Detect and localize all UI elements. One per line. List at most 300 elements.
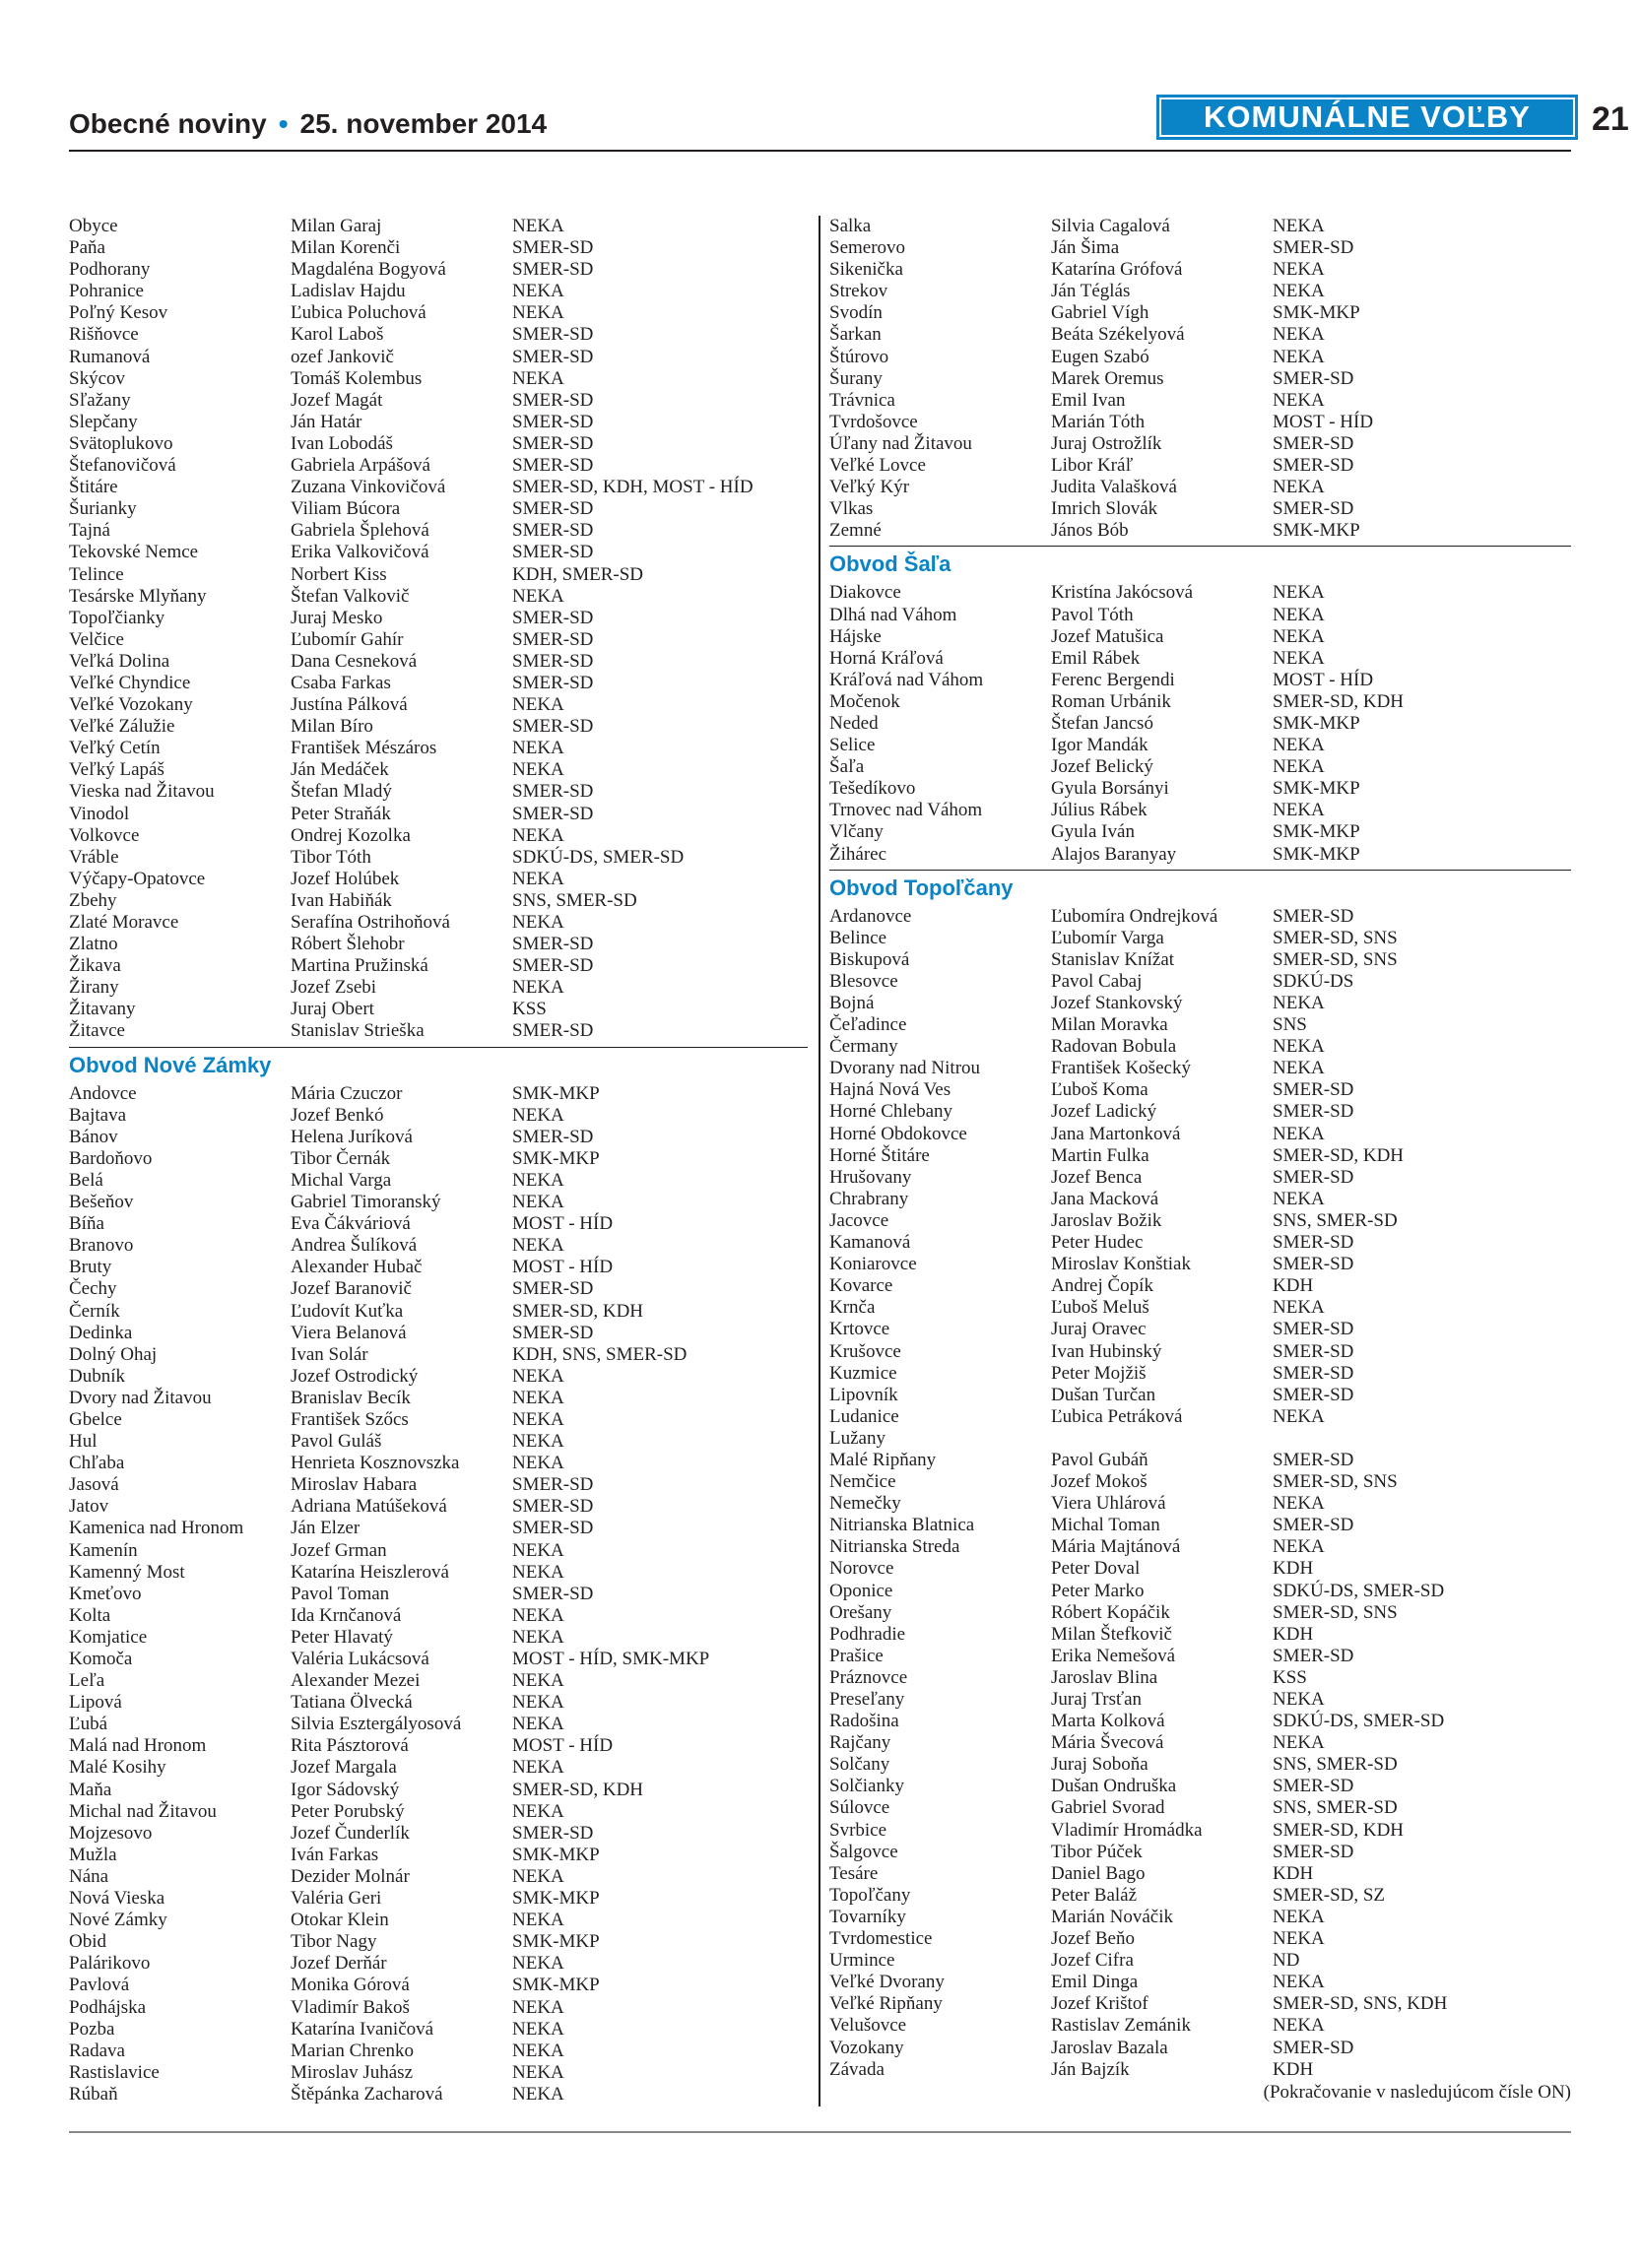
municipality-name: Komoča [69, 1649, 133, 1669]
party-name: NEKA [512, 738, 564, 759]
party-name: SMER-SD [512, 628, 594, 650]
result-row [829, 1820, 1571, 1842]
municipality-name: Jasová [69, 1474, 119, 1496]
municipality-name: Šaľa [829, 756, 865, 778]
result-row [69, 477, 808, 498]
mayor-name: Justína Pálková [291, 694, 408, 716]
municipality-name: Kamenín [69, 1539, 138, 1561]
municipality-name: Hajná Nová Ves [829, 1079, 951, 1101]
mayor-name: Štefan Jancsó [1051, 712, 1153, 734]
party-name: NEKA [1273, 1493, 1325, 1515]
municipality-name: Radava [69, 2040, 125, 2061]
mayor-name: Gyula Borsányi [1051, 778, 1169, 800]
result-row [69, 1278, 808, 1300]
municipality-name: Mojzesovo [69, 1822, 153, 1844]
result-row [829, 1341, 1571, 1363]
party-name: NEKA [1273, 346, 1325, 367]
mayor-name: Rastislav Zemánik [1051, 2015, 1191, 2037]
result-row [829, 1275, 1571, 1297]
party-name: NEKA [512, 2083, 564, 2105]
mayor-name: Peter Hudec [1051, 1232, 1144, 1254]
result-row [69, 781, 808, 803]
result-row [829, 1124, 1571, 1145]
result-row [829, 2059, 1571, 2081]
mayor-name: Vladimír Hromádka [1051, 1819, 1203, 1841]
mayor-name: Stanislav Strieška [291, 1020, 425, 1042]
result-row [69, 390, 808, 412]
result-row [69, 1649, 808, 1670]
mayor-name: Milan Garaj [291, 216, 382, 236]
result-row [829, 1907, 1571, 1928]
party-name: SMER-SD [1273, 1362, 1354, 1384]
party-name: SMER-SD [512, 955, 594, 977]
result-row [69, 1735, 808, 1757]
result-row [69, 738, 808, 759]
party-name: MOST - HÍD [512, 1735, 614, 1757]
party-name: NEKA [1273, 477, 1325, 498]
result-row [69, 1083, 808, 1105]
result-row [69, 1540, 808, 1562]
municipality-name: Ludanice [829, 1405, 899, 1427]
municipality-name: Dolný Ohaj [69, 1343, 158, 1365]
municipality-name: Kovarce [829, 1275, 893, 1297]
municipality-name: Blesovce [829, 970, 898, 992]
mayor-name: Jozef Benkó [291, 1104, 384, 1126]
municipality-name: Tvrdomestice [829, 1928, 933, 1950]
party-name: SMER-SD [512, 542, 594, 563]
municipality-name: Salka [829, 216, 872, 236]
result-row [829, 1667, 1571, 1689]
municipality-name: Kmeťovo [69, 1583, 142, 1604]
result-row [829, 1232, 1571, 1254]
municipality-name: Neded [829, 712, 879, 734]
party-name: SMER-SD [512, 672, 594, 693]
mayor-name: Gabriel Timoranský [291, 1192, 441, 1213]
municipality-name: Chrabrany [829, 1188, 909, 1209]
party-name: NEKA [1273, 389, 1325, 411]
result-row [829, 1972, 1571, 1993]
party-name: NEKA [512, 977, 564, 999]
party-name: SMER-SD [512, 455, 594, 477]
mayor-name: Jozef Derňár [291, 1953, 387, 1975]
result-row [69, 1257, 808, 1278]
municipality-name: Malé Kosihy [69, 1757, 166, 1779]
party-name: NEKA [512, 1910, 564, 1931]
municipality-name: Rastislavice [69, 2061, 160, 2083]
result-row [69, 412, 808, 433]
party-name: NEKA [512, 1169, 564, 1191]
municipality-name: Žitavce [69, 1020, 125, 1042]
mayor-name: Juraj Oravec [1051, 1319, 1147, 1340]
party-name: SMER-SD, KDH [512, 1300, 644, 1322]
mayor-name: Jozef Cifra [1051, 1950, 1134, 1972]
party-name: NEKA [512, 1670, 564, 1692]
party-name: NEKA [512, 216, 564, 236]
result-row [829, 324, 1571, 346]
municipality-name: Tesáre [829, 1862, 879, 1884]
result-row [829, 1101, 1571, 1123]
result-row [69, 433, 808, 455]
party-name: SMK-MKP [1273, 520, 1360, 542]
party-name: SMER-SD [1273, 1101, 1354, 1123]
mayor-name: František Szőcs [291, 1408, 409, 1430]
result-row [69, 1866, 808, 1888]
result-row [829, 800, 1571, 821]
result-row [829, 971, 1571, 993]
party-name: NEKA [512, 1800, 564, 1822]
party-name: NEKA [512, 1865, 564, 1887]
municipality-name: Horné Štitáre [829, 1144, 930, 1166]
mayor-name: Marián Nováčik [1051, 1906, 1173, 1927]
result-row [69, 2062, 808, 2084]
result-row [829, 844, 1571, 866]
result-row [829, 605, 1571, 626]
municipality-name: Urmince [829, 1950, 895, 1972]
municipality-name: Norovce [829, 1558, 894, 1580]
municipality-name: Strekov [829, 281, 888, 302]
party-name: MOST - HÍD [512, 1257, 614, 1278]
mayor-name: Jaroslav Bazala [1051, 2037, 1168, 2058]
party-name: NEKA [1273, 1536, 1325, 1558]
party-name: NEKA [512, 1604, 564, 1626]
mayor-name: Ferenc Bergendi [1051, 669, 1175, 690]
mayor-name: Valéria Geri [291, 1888, 382, 1910]
mayor-name: Csaba Farkas [291, 672, 391, 693]
mayor-name: Jozef Belický [1051, 756, 1153, 778]
municipality-name: Šurany [829, 367, 883, 389]
result-row [829, 1406, 1571, 1428]
mayor-name: Silvia Cagalová [1051, 216, 1170, 236]
municipality-name: Trnovec nad Váhom [829, 800, 983, 821]
mayor-name: Jozef Ladický [1051, 1101, 1157, 1123]
party-name: SMER-SD [1273, 237, 1354, 259]
mayor-name: Marián Tóth [1051, 411, 1146, 432]
party-name: SMER-SD [1273, 432, 1354, 454]
result-row [69, 1518, 808, 1539]
mayor-name: Pavol Gubáň [1051, 1449, 1148, 1470]
result-row [69, 347, 808, 368]
result-row [69, 1388, 808, 1409]
municipality-name: Maňa [69, 1779, 112, 1800]
result-row [69, 1409, 808, 1431]
party-name: NEKA [1273, 324, 1325, 346]
result-row [829, 1167, 1571, 1189]
party-name: NEKA [1273, 625, 1325, 647]
mayor-name: Libor Kráľ [1051, 455, 1134, 477]
municipality-name: Lipovník [829, 1384, 898, 1405]
municipality-name: Malá nad Hronom [69, 1735, 207, 1757]
municipality-name: Komjatice [69, 1626, 148, 1648]
municipality-name: Vlčany [829, 821, 884, 843]
mayor-name: Judita Valašková [1051, 477, 1177, 498]
municipality-name: Bruty [69, 1257, 112, 1278]
mayor-name: František Košecký [1051, 1058, 1191, 1079]
municipality-name: Chľaba [69, 1453, 125, 1474]
result-row [829, 1993, 1571, 2015]
party-name: MOST - HÍD [1273, 411, 1374, 432]
party-name: NEKA [1273, 647, 1325, 669]
municipality-name: Paňa [69, 237, 105, 259]
municipality-name: Šalgovce [829, 1841, 898, 1862]
municipality-name: Tesárske Mlyňany [69, 585, 207, 607]
mayor-name: Emil Rábek [1051, 647, 1141, 669]
municipality-name: Šurianky [69, 498, 137, 520]
party-name: SMER-SD [512, 781, 594, 803]
municipality-name: Ľubá [69, 1714, 108, 1735]
municipality-name: Svätoplukovo [69, 432, 173, 454]
party-name: NEKA [512, 1561, 564, 1583]
party-name: SMER-SD [1273, 1515, 1354, 1536]
mayor-name: Viera Uhlárová [1051, 1493, 1166, 1515]
result-row [829, 1058, 1571, 1079]
party-name: SMER-SD [1273, 2037, 1354, 2058]
municipality-name: Leľa [69, 1670, 105, 1692]
party-name: NEKA [1273, 1036, 1325, 1058]
mayor-name: Ľubomír Gahír [291, 628, 404, 650]
result-row [69, 1148, 808, 1170]
result-row [69, 1692, 808, 1714]
party-name: NEKA [1273, 281, 1325, 302]
result-row [829, 1254, 1571, 1275]
district-heading: Obvod Nové Zámky [69, 1047, 808, 1081]
party-name: SMER-SD [1273, 1384, 1354, 1405]
party-name: MOST - HÍD, SMK-MKP [512, 1649, 710, 1669]
result-row [829, 648, 1571, 670]
mayor-name: Marek Oremus [1051, 367, 1164, 389]
result-row [829, 670, 1571, 691]
result-row [69, 1627, 808, 1649]
party-name: KDH [1273, 1275, 1314, 1297]
mayor-name: Katarína Heiszlerová [291, 1561, 449, 1583]
result-row [69, 1605, 808, 1627]
mayor-name: Marta Kolková [1051, 1711, 1165, 1732]
municipality-name: Podhorany [69, 259, 151, 281]
mayor-name: Peter Marko [1051, 1580, 1145, 1601]
municipality-name: Krtovce [829, 1319, 890, 1340]
party-name: SMER-SD [1273, 1319, 1354, 1340]
mayor-name: Ľubica Poluchová [291, 302, 426, 324]
party-name: NEKA [512, 1714, 564, 1735]
mayor-name: Henrieta Kosznovszka [291, 1453, 460, 1474]
municipality-name: Rajčany [829, 1732, 891, 1754]
municipality-name: Ardanovce [829, 905, 912, 927]
mayor-name: Ľudovít Kuťka [291, 1300, 404, 1322]
mayor-name: Miroslav Juhász [291, 2061, 414, 2083]
party-name: SMER-SD [512, 1518, 594, 1539]
party-name: SMER-SD [512, 259, 594, 281]
municipality-name: Močenok [829, 690, 900, 712]
municipality-name: Horné Chlebany [829, 1101, 953, 1123]
mayor-name: Pavol Cabaj [1051, 970, 1143, 992]
party-name: KDH [1273, 2058, 1314, 2080]
municipality-name: Tajná [69, 520, 110, 542]
mayor-name: Valéria Lukácsová [291, 1649, 429, 1669]
mayor-name: Ivan Habiňák [291, 889, 392, 911]
party-name: SMER-SD [512, 1822, 594, 1844]
party-name: SMER-SD [512, 324, 594, 346]
result-row [69, 977, 808, 999]
mayor-name: Igor Sádovský [291, 1779, 400, 1800]
mayor-name: Martina Pružinská [291, 955, 428, 977]
mayor-name: Peter Doval [1051, 1558, 1141, 1580]
party-name: KDH [1273, 1558, 1314, 1580]
mayor-name: Silvia Esztergályosová [291, 1714, 462, 1735]
municipality-name: Obid [69, 1931, 106, 1953]
mayor-name: Katarína Ivaničová [291, 2018, 434, 2040]
mayor-name: Peter Hlavatý [291, 1626, 393, 1648]
result-row [69, 1170, 808, 1192]
mayor-name: Gyula Iván [1051, 821, 1135, 843]
party-name: SMER-SD [512, 498, 594, 520]
mayor-name: Iván Farkas [291, 1844, 379, 1865]
municipality-name: Veľké Ripňany [829, 1993, 943, 2015]
mayor-name: Róbert Kopáčik [1051, 1601, 1170, 1623]
municipality-name: Práznovce [829, 1666, 908, 1688]
mayor-name: Milan Štefkovič [1051, 1623, 1172, 1645]
result-row [69, 1366, 808, 1388]
municipality-name: Zlatno [69, 934, 118, 955]
mayor-name: Radovan Bobula [1051, 1036, 1177, 1058]
mayor-name: Ján Határ [291, 411, 362, 432]
result-row [829, 1885, 1571, 1907]
party-name: SMER-SD [1273, 367, 1354, 389]
party-name: NEKA [512, 694, 564, 716]
mayor-name: Ladislav Hajdu [291, 281, 406, 302]
municipality-name: Prašice [829, 1645, 884, 1666]
result-row [69, 890, 808, 912]
party-name: NEKA [512, 1626, 564, 1648]
municipality-name: Svrbice [829, 1819, 887, 1841]
party-name: SMER-SD [512, 520, 594, 542]
municipality-name: Kuzmice [829, 1362, 897, 1384]
result-row [829, 1536, 1571, 1558]
result-row [829, 216, 1571, 237]
party-name: SMER-SD [1273, 498, 1354, 520]
municipality-name: Dvory nad Žitavou [69, 1387, 212, 1408]
result-row [829, 368, 1571, 390]
municipality-name: Vinodol [69, 803, 130, 824]
party-name: SMER-SD [512, 803, 594, 824]
mayor-name: Dezider Molnár [291, 1865, 410, 1887]
party-name: SMER-SD [1273, 1079, 1354, 1101]
mayor-name: Peter Baláž [1051, 1884, 1138, 1906]
party-name: NEKA [512, 367, 564, 389]
result-row [69, 825, 808, 847]
municipality-name: Veľké Dvorany [829, 1972, 945, 1993]
party-name: SDKÚ-DS, SMER-SD [1273, 1580, 1445, 1601]
district-heading: Obvod Topoľčany [829, 870, 1571, 904]
result-row [829, 906, 1571, 928]
result-row [69, 608, 808, 629]
municipality-name: Tekovské Nemce [69, 542, 199, 563]
party-name: SNS, SMER-SD [1273, 1797, 1398, 1819]
party-name: NEKA [1273, 1058, 1325, 1079]
result-row [69, 847, 808, 869]
party-name: SNS, SMER-SD [1273, 1754, 1398, 1776]
result-row [69, 368, 808, 390]
municipality-name: Solčianky [829, 1776, 904, 1797]
result-row [829, 1036, 1571, 1058]
mayor-name: Mária Švecová [1051, 1732, 1164, 1754]
result-row [829, 735, 1571, 756]
municipality-name: Žihárec [829, 843, 887, 865]
party-name: SMER-SD [512, 1126, 594, 1147]
mayor-name: Gabriela Arpášová [291, 455, 430, 477]
party-name: SMER-SD [1273, 1841, 1354, 1862]
municipality-name: Bajtava [69, 1104, 127, 1126]
mayor-name: Tibor Púček [1051, 1841, 1143, 1862]
municipality-name: Belá [69, 1169, 103, 1191]
mayor-name: Peter Mojžiš [1051, 1362, 1147, 1384]
municipality-name: Kamenný Most [69, 1561, 185, 1583]
result-row [829, 1602, 1571, 1624]
party-name: SMER-SD, SNS [1273, 948, 1398, 970]
party-name: NEKA [512, 1104, 564, 1126]
paper-name: Obecné noviny [69, 108, 267, 139]
party-name: SMER-SD [512, 1322, 594, 1343]
municipality-name: Obyce [69, 216, 118, 236]
party-name: NEKA [1273, 1405, 1325, 1427]
result-row [829, 1493, 1571, 1515]
party-name: SMER-SD [1273, 1776, 1354, 1797]
mayor-name: Jaroslav Blina [1051, 1666, 1158, 1688]
result-row [69, 216, 808, 237]
result-row [829, 778, 1571, 800]
party-name: NEKA [1273, 1689, 1325, 1710]
mayor-name: Peter Straňák [291, 803, 391, 824]
municipality-name: Podhradie [829, 1623, 906, 1645]
result-row [829, 412, 1571, 433]
party-name: NEKA [1273, 1297, 1325, 1319]
result-row [829, 302, 1571, 324]
party-name: NEKA [1273, 1972, 1325, 1993]
mayor-name: Adriana Matúšeková [291, 1496, 447, 1518]
mayor-name: Tibor Černák [291, 1147, 391, 1169]
result-row [829, 1450, 1571, 1471]
result-row [829, 259, 1571, 281]
party-name: SMER-SD, KDH [1273, 1144, 1405, 1166]
mayor-name: Ján Elzer [291, 1518, 361, 1539]
mayor-name: Pavol Toman [291, 1583, 390, 1604]
mayor-name: Otokar Klein [291, 1910, 389, 1931]
party-name: SMER-SD [1273, 1232, 1354, 1254]
mayor-name: Dušan Ondruška [1051, 1776, 1177, 1797]
party-name: SMER-SD [1273, 1645, 1354, 1666]
municipality-name: Rumanová [69, 346, 151, 367]
municipality-name: Svodín [829, 302, 883, 324]
municipality-name: Zlaté Moravce [69, 912, 179, 933]
municipality-name: Súlovce [829, 1797, 890, 1819]
municipality-name: Biskupová [829, 948, 910, 970]
municipality-name: Nemčice [829, 1471, 896, 1493]
mayor-name: Štěpánka Zacharová [291, 2083, 443, 2105]
municipality-name: Žirany [69, 977, 119, 999]
municipality-name: Hul [69, 1431, 98, 1453]
party-name: MOST - HÍD [1273, 669, 1374, 690]
municipality-name: Jacovce [829, 1209, 889, 1231]
result-row [69, 1931, 808, 1953]
party-name: KDH, SNS, SMER-SD [512, 1343, 688, 1365]
mayor-name: Ľubomíra Ondrejková [1051, 905, 1218, 927]
result-row [69, 651, 808, 673]
mayor-name: Imrich Slovák [1051, 498, 1158, 520]
result-row [69, 1453, 808, 1474]
result-row [69, 629, 808, 651]
mayor-name: Tatiana Ölvecká [291, 1692, 413, 1714]
party-name: SDKÚ-DS, SMER-SD [1273, 1711, 1445, 1732]
mayor-name: Milan Moravka [1051, 1014, 1168, 1036]
party-name: SMK-MKP [1273, 302, 1360, 324]
